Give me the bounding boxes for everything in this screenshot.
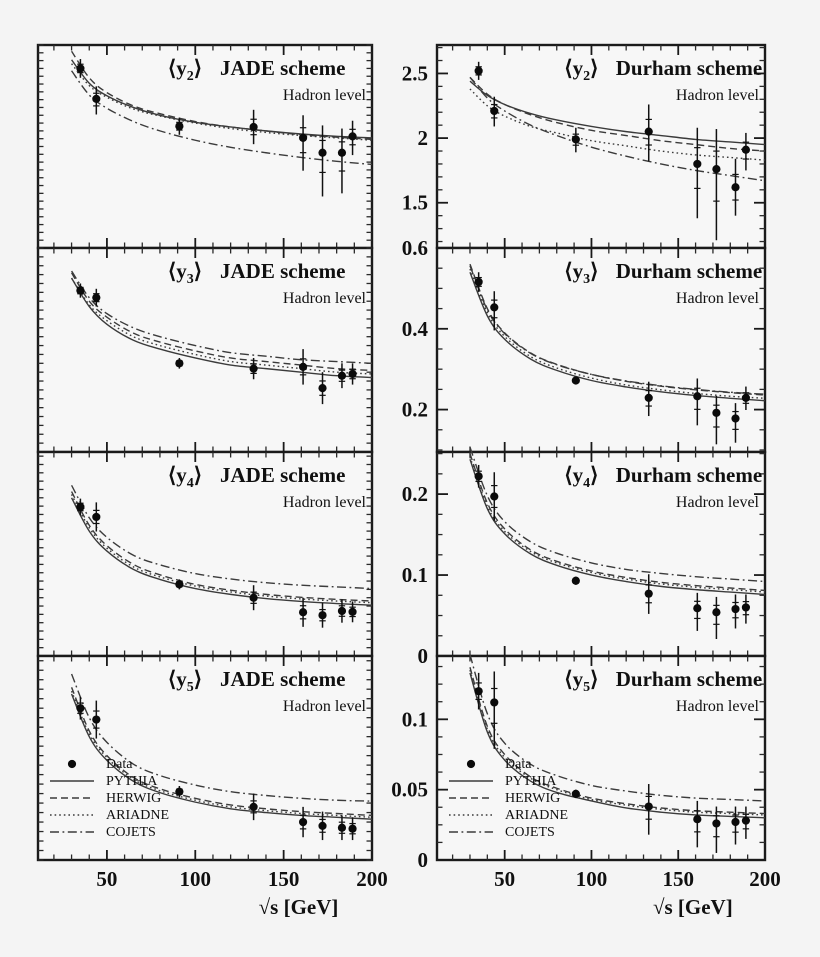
observable-base: y bbox=[176, 667, 187, 691]
observable-base: y bbox=[572, 463, 584, 487]
data-point bbox=[712, 165, 720, 173]
observable-label-y5-durham bbox=[564, 667, 598, 695]
data-point bbox=[742, 394, 750, 402]
y-tick-label-y3-durham-1: 0.4 bbox=[401, 316, 428, 341]
data-point bbox=[348, 825, 356, 833]
data-point bbox=[76, 286, 84, 294]
x-tick-label-y5-durham-1: 100 bbox=[575, 867, 608, 891]
data-point bbox=[92, 95, 100, 103]
observable-bracket-close: ⟩ bbox=[193, 463, 202, 487]
observable-bracket-open: ⟨ bbox=[168, 259, 177, 283]
x-tick-label-y5-jade-0: 50 bbox=[96, 867, 118, 891]
data-point bbox=[249, 594, 257, 602]
x-tick-label-y5-durham-2: 150 bbox=[662, 867, 694, 891]
legend-marker-data bbox=[68, 760, 76, 768]
data-point bbox=[299, 608, 307, 616]
scheme-title-y3-jade: JADE scheme bbox=[220, 259, 346, 283]
y-tick-label-y2-durham-2: 2.5 bbox=[401, 61, 428, 86]
observable-label-y5-jade bbox=[168, 667, 202, 695]
sqrt-glyph: √ bbox=[258, 895, 271, 919]
hadron-level-label-y5-durham: Hadron level bbox=[675, 698, 759, 715]
data-point bbox=[475, 687, 483, 695]
data-point bbox=[645, 394, 653, 402]
data-point bbox=[731, 818, 739, 826]
hadron-level-label-y5-jade: Hadron level bbox=[282, 698, 366, 715]
legend-label-pythia: PYTHIA bbox=[106, 774, 158, 789]
x-axis-title-y5-jade bbox=[259, 895, 339, 919]
data-point bbox=[76, 503, 84, 511]
observable-label-y3-durham bbox=[564, 259, 598, 287]
data-point bbox=[731, 414, 739, 422]
data-point bbox=[475, 278, 483, 286]
observable-bracket-close: ⟩ bbox=[590, 667, 599, 691]
data-point bbox=[712, 608, 720, 616]
x-tick-label-y5-jade-1: 100 bbox=[179, 867, 212, 891]
scheme-title-y4-jade: JADE scheme bbox=[220, 463, 346, 487]
observable-bracket-open: ⟨ bbox=[564, 56, 573, 80]
panel-y4-jade bbox=[38, 452, 372, 656]
legend-label-pythia: PYTHIA bbox=[505, 774, 557, 789]
x-tick-label-y5-durham-3: 200 bbox=[749, 867, 781, 891]
data-point bbox=[712, 409, 720, 417]
y-tick-label-y2-durham-0: 1.5 bbox=[401, 190, 428, 215]
data-point bbox=[572, 577, 580, 585]
legend-label-herwig: HERWIG bbox=[106, 791, 162, 806]
observable-bracket-open: ⟨ bbox=[168, 56, 177, 80]
data-point bbox=[712, 819, 720, 827]
observable-subscript: 3 bbox=[186, 272, 194, 287]
scheme-title-y2-jade: JADE scheme bbox=[220, 56, 346, 80]
observable-subscript: 2 bbox=[583, 69, 591, 84]
observable-bracket-open: ⟨ bbox=[564, 667, 573, 691]
data-point bbox=[572, 135, 580, 143]
observable-bracket-open: ⟨ bbox=[564, 259, 573, 283]
legend-label-cojets: COJETS bbox=[106, 825, 156, 840]
x-tick-label-y5-durham-0: 50 bbox=[494, 867, 516, 891]
legend-marker-data bbox=[467, 760, 475, 768]
data-point bbox=[92, 513, 100, 521]
data-point bbox=[348, 132, 356, 140]
data-point bbox=[249, 123, 257, 131]
observable-subscript: 2 bbox=[186, 69, 194, 84]
data-point bbox=[475, 472, 483, 480]
observable-subscript: 5 bbox=[583, 680, 591, 695]
observable-bracket-close: ⟩ bbox=[193, 667, 202, 691]
sqrt-glyph: √ bbox=[652, 895, 665, 919]
observable-bracket-open: ⟨ bbox=[564, 463, 573, 487]
observable-subscript: 3 bbox=[583, 272, 591, 287]
observable-base: y bbox=[176, 463, 187, 487]
panel-y4-durham bbox=[402, 447, 765, 668]
data-point bbox=[249, 365, 257, 373]
data-point bbox=[731, 605, 739, 613]
data-point bbox=[338, 372, 346, 380]
data-point bbox=[76, 64, 84, 72]
observable-label-y2-jade bbox=[168, 56, 202, 84]
data-point bbox=[175, 122, 183, 130]
x-tick-label-y5-jade-2: 150 bbox=[267, 867, 300, 891]
data-point bbox=[490, 492, 498, 500]
data-point bbox=[338, 149, 346, 157]
observable-bracket-close: ⟩ bbox=[193, 56, 202, 80]
observable-bracket-close: ⟩ bbox=[193, 259, 202, 283]
data-point bbox=[645, 590, 653, 598]
hadron-level-label-y4-durham: Hadron level bbox=[675, 494, 759, 511]
data-point bbox=[175, 359, 183, 367]
data-point bbox=[299, 363, 307, 371]
observable-bracket-close: ⟩ bbox=[590, 259, 599, 283]
observable-base: y bbox=[572, 56, 584, 80]
data-point bbox=[693, 815, 701, 823]
data-point bbox=[318, 822, 326, 830]
scheme-title-y2-durham: Durham scheme bbox=[615, 56, 763, 80]
hadron-level-label-y3-jade: Hadron level bbox=[282, 290, 366, 307]
observable-label-y4-jade bbox=[168, 463, 202, 491]
observable-subscript: 4 bbox=[583, 476, 591, 491]
data-point bbox=[338, 607, 346, 615]
scheme-title-y3-durham: Durham scheme bbox=[615, 259, 763, 283]
observable-label-y2-durham bbox=[564, 56, 598, 84]
y-tick-label-y5-durham-2: 0.1 bbox=[401, 707, 428, 732]
data-point bbox=[348, 608, 356, 616]
data-point bbox=[299, 134, 307, 142]
data-point bbox=[490, 107, 498, 115]
data-point bbox=[645, 128, 653, 136]
observable-subscript: 4 bbox=[186, 476, 194, 491]
scheme-title-y4-durham: Durham scheme bbox=[615, 463, 763, 487]
data-point bbox=[175, 788, 183, 796]
observable-base: y bbox=[176, 259, 187, 283]
data-point bbox=[742, 817, 750, 825]
data-point bbox=[645, 802, 653, 810]
legend-label-cojets: COJETS bbox=[505, 825, 555, 840]
x-axis-title-y5-durham bbox=[653, 895, 733, 919]
observable-base: y bbox=[572, 259, 584, 283]
data-point bbox=[338, 824, 346, 832]
y-tick-label-y3-durham-0: 0.2 bbox=[401, 397, 428, 422]
hadron-level-label-y4-jade: Hadron level bbox=[282, 494, 366, 511]
observable-label-y4-durham bbox=[564, 463, 598, 491]
y-tick-label-y5-durham-1: 0.05 bbox=[391, 777, 428, 802]
data-point bbox=[76, 704, 84, 712]
data-point bbox=[572, 376, 580, 384]
data-point bbox=[742, 146, 750, 154]
observable-bracket-close: ⟩ bbox=[590, 463, 599, 487]
panel-y3-durham bbox=[402, 236, 765, 452]
legend-label-ariadne: ARIADNE bbox=[505, 808, 568, 823]
data-point bbox=[175, 580, 183, 588]
y-tick-label-y3-durham-2: 0.6 bbox=[401, 236, 428, 260]
y-tick-label-y2-durham-1: 2 bbox=[417, 126, 428, 151]
data-point bbox=[490, 303, 498, 311]
data-point bbox=[249, 803, 257, 811]
hadron-level-label-y2-durham: Hadron level bbox=[675, 87, 759, 104]
x-axis-title-text: s [GeV] bbox=[270, 895, 339, 919]
legend-label-data: Data bbox=[505, 757, 532, 772]
y-tick-label-y4-durham-1: 0.1 bbox=[401, 563, 428, 588]
observable-bracket-open: ⟨ bbox=[168, 463, 177, 487]
data-point bbox=[348, 370, 356, 378]
legend-label-data: Data bbox=[106, 757, 133, 772]
data-point bbox=[475, 67, 483, 75]
x-axis-title-text: s [GeV] bbox=[664, 895, 733, 919]
data-point bbox=[92, 294, 100, 302]
observable-label-y3-jade bbox=[168, 259, 202, 287]
data-point bbox=[693, 392, 701, 400]
observable-bracket-open: ⟨ bbox=[168, 667, 177, 691]
hadron-level-label-y3-durham: Hadron level bbox=[675, 290, 759, 307]
panel-y2-durham bbox=[402, 45, 765, 248]
y-tick-label-y5-durham-0: 0 bbox=[417, 848, 428, 872]
y-tick-label-y4-durham-2: 0.2 bbox=[401, 482, 428, 507]
hadron-level-label-y2-jade: Hadron level bbox=[282, 87, 366, 104]
data-point bbox=[318, 611, 326, 619]
data-point bbox=[299, 818, 307, 826]
observable-bracket-close: ⟩ bbox=[590, 56, 599, 80]
data-point bbox=[731, 183, 739, 191]
x-tick-label-y5-jade-3: 200 bbox=[356, 867, 388, 891]
data-point bbox=[693, 160, 701, 168]
panel-y3-jade bbox=[38, 248, 372, 452]
legend-label-herwig: HERWIG bbox=[505, 791, 561, 806]
scheme-title-y5-durham: Durham scheme bbox=[615, 667, 763, 691]
data-point bbox=[693, 604, 701, 612]
scheme-title-y5-jade: JADE scheme bbox=[220, 667, 346, 691]
data-point bbox=[318, 384, 326, 392]
y-tick-label-y4-durham-0: 0 bbox=[417, 644, 428, 668]
data-point bbox=[318, 149, 326, 157]
data-point bbox=[572, 790, 580, 798]
data-point bbox=[742, 603, 750, 611]
observable-base: y bbox=[572, 667, 584, 691]
panel-y2-jade bbox=[38, 45, 372, 248]
observable-subscript: 5 bbox=[186, 680, 194, 695]
legend-label-ariadne: ARIADNE bbox=[106, 808, 169, 823]
observable-base: y bbox=[176, 56, 187, 80]
data-point bbox=[490, 698, 498, 706]
data-point bbox=[92, 715, 100, 723]
